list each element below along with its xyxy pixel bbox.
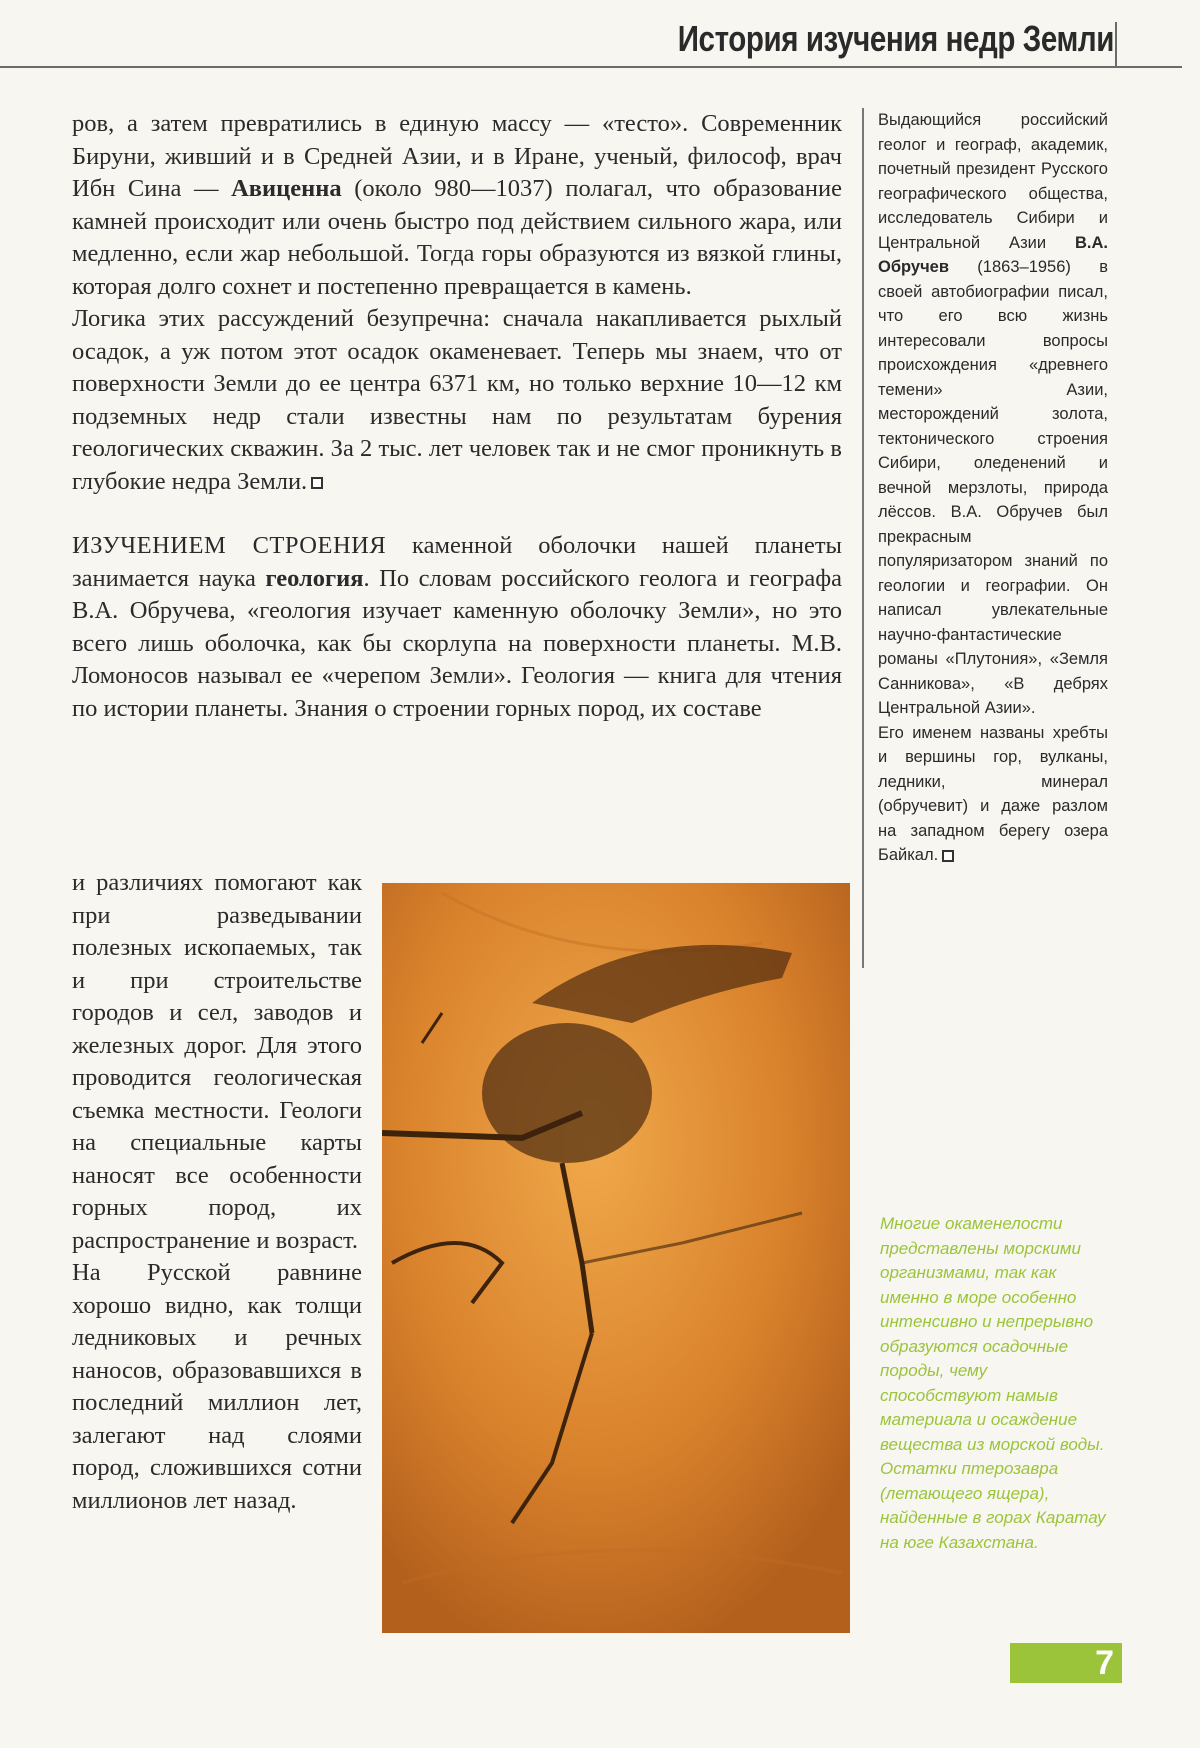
sidebar-paragraph-named (878, 721, 1108, 868)
end-of-section-icon (311, 477, 323, 489)
paragraph-geology-a: каменной оболочки нашей планеты занимается наука (72, 532, 842, 592)
paragraph-logic (72, 303, 842, 498)
figure-caption (880, 1212, 1110, 1555)
obruchev-name: В.А. Обручев (878, 233, 1108, 276)
sidebar-paragraph-bio (878, 108, 1108, 721)
pterosaur-fossil-drawing (382, 883, 850, 1633)
paragraph-geology (72, 530, 842, 725)
paragraph-geology-b: . По словам российского геолога и географа В.А. Обручева, «геология изучает каменную оболочку Земли», но это всего лишь оболочка, как бы скорлупа на поверхности планеты. М.В. Ломоносов называл ее «черепом Земли». Геология — книга для чтения по истории планеты. Знания о строении горных пород, их составе (72, 564, 842, 722)
caption-pterosaur: Остатки птерозавра (летающего ящера), найденные в горах Каратау на юге Казахстана. (880, 1459, 1106, 1552)
header-rule (0, 66, 1182, 68)
paragraph-russian-plain: На Русской равнине хорошо видно, как толщи ледниковых и речных наносов, образовавшихся в последний миллион лет, залегают над слоями пород, сложившихся сотни миллионов лет назад. (72, 1259, 362, 1514)
paragraph-avicenna-end: (около 980—1037) полагал, что образование камней происходит или очень быстро под действием сильного жара, или медленно, если жар небольшой. Тогда горы образуются из вязкой глины, которая долго сохнет и постепенно превращается в камень. (72, 175, 842, 300)
sidebar-bio-a: Выдающийся российский геолог и географ, академик, почетный президент Русского географического общества, исследователь Сибири и Центральной Азии (878, 111, 1108, 252)
sidebar-divider (862, 108, 864, 968)
caption-fossils: Многие окаменелости представлены морскими организмами, так как именно в море особенно интенсивно и непрерывно образуются осадочные породы, чему способствуют намыв материала и осаждение вещества из морской воды. (880, 1214, 1105, 1454)
pterosaur-fossil-image (382, 883, 850, 1633)
section-lead-caps: ИЗУЧЕНИЕМ СТРОЕНИЯ (72, 532, 387, 559)
sidebar-bio-b: (1863–1956) в своей автобиографии писал, что его всю жизнь интересовали вопросы происхождения «древнего темени» Азии, месторождений золота, тектонического строения Сибири, оледенений и вечной мерзлоты, природа лёссов. В.А. Обручев был прекрасным популяризатором знаний по геологии и географии. Он написал увлекательные научно-фантастические романы «Плутония», «Земля Санникова», «В дебрях Центральной Азии». (878, 258, 1108, 717)
sidebar-obruchev (878, 108, 1108, 868)
header-rule-vertical (1115, 22, 1117, 68)
avicenna-name: Авиценна (231, 175, 342, 202)
geology-term: геология (265, 564, 364, 592)
sidebar-named-text: Его именем названы хребты и вершины гор, вулканы, ледники, минерал (обручевит) и даже разлом на западном берегу озера Байкал. (878, 723, 1108, 864)
paragraph-survey: и различиях помогают как при разведывании полезных ископаемых, так и при строительстве городов и сел, заводов и железных дорог. Для этого проводится геологическая съемка местности. Геологи на специальные карты наносят все особенности горных пород, их распространение и возраст. (72, 869, 362, 1254)
page-number-box (1010, 1643, 1122, 1683)
page-title: История изучения недр Земли (677, 18, 1114, 59)
page-number: 7 (1095, 1644, 1114, 1682)
main-text (72, 108, 842, 725)
paragraph-logic-text: Логика этих рассуждений безупречна: сначала накапливается рыхлый осадок, а уж потом этот осадок окаменевает. Теперь мы знаем, что от поверхности Земли до ее центра 6371 км, но только верхние 10—12 км подземных недр стали известны нам по результатам бурения геологических скважин. За 2 тыс. лет человек так и не смог проникнуть в глубокие недра Земли. (72, 305, 842, 495)
section-gap (72, 498, 842, 530)
lower-text (72, 867, 362, 1517)
sidebar-end-icon (942, 850, 954, 862)
paragraph-avicenna (72, 108, 842, 303)
paragraph-avicenna-start: ров, а затем превратились в единую массу — «тесто». Современник Бируни, живший и в Средней Азии, и в Иране, ученый, философ, врач Ибн Сина — (72, 110, 842, 202)
